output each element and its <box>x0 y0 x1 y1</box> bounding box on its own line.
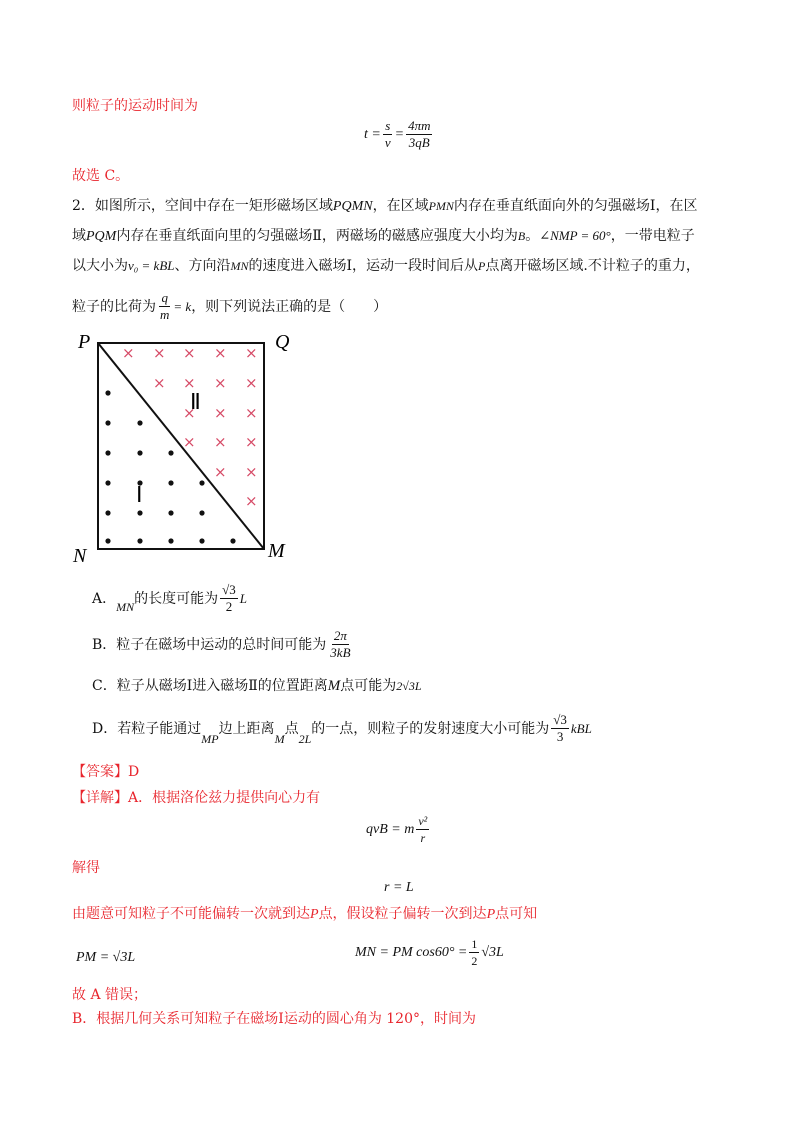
t-lhs: t = <box>364 126 381 142</box>
lorentz-equation <box>366 813 431 846</box>
diagonal-pm <box>98 343 264 549</box>
a-wrong-conclusion: 故 A 错误； <box>72 987 148 1003</box>
q-math: ∠NMP = 60° <box>539 228 611 243</box>
field-dot-mark <box>105 510 110 515</box>
reason-text: 点可知 <box>495 906 538 922</box>
field-cross-mark: × <box>245 492 258 510</box>
mn-equation <box>355 936 504 969</box>
radius-equation: r = L <box>384 880 414 895</box>
option-text: B．粒子在磁场中运动的总时间可能为 <box>92 636 327 653</box>
frac-den: 3qB <box>408 135 430 150</box>
frac-num: 2π <box>333 628 347 643</box>
q-text: 域 <box>72 228 86 244</box>
q-text: 以大小为 <box>72 258 128 274</box>
field-cross-mark: × <box>214 404 227 422</box>
reason-text: 由题意可知粒子不可能偏转一次就到达 <box>72 906 310 922</box>
s-over-v-fraction <box>383 118 393 151</box>
option-text: 的长度可能为 <box>134 590 219 607</box>
solve-label: 解得 <box>72 860 100 876</box>
frac-num: 1 <box>471 937 478 951</box>
option-math: M <box>327 678 341 694</box>
q-text: 的速度进入磁场Ⅰ，运动一段时间后从 <box>248 258 479 274</box>
q-text: 内存在垂直纸面向外的匀强磁场Ⅰ，在区 <box>453 198 698 214</box>
question-line-3 <box>72 256 700 276</box>
field-cross-mark: × <box>245 344 258 362</box>
q-over-m-fraction <box>158 290 171 323</box>
field-cross-mark: × <box>183 404 196 422</box>
q-math: = k <box>173 298 192 314</box>
4pim-over-3qb-fraction <box>406 118 432 151</box>
region-label-1: Ⅰ <box>136 482 143 507</box>
q-math: B <box>517 229 526 243</box>
field-cross-mark: × <box>214 463 227 481</box>
field-dot-mark <box>168 538 173 543</box>
field-dot-mark <box>137 420 142 425</box>
field-dot-mark <box>168 510 173 515</box>
field-cross-mark: × <box>245 404 258 422</box>
frac-den: 3 <box>556 729 564 744</box>
option-math: kBL <box>570 720 592 736</box>
eq-text: qvB = m <box>366 821 415 837</box>
eq-text: √3L <box>481 944 504 960</box>
q-math: v₀ = kBL <box>128 258 175 273</box>
reason-math: P <box>310 907 319 922</box>
frac-num: √3 <box>222 582 236 597</box>
field-dot-mark <box>199 480 204 485</box>
field-cross-mark: × <box>122 344 135 362</box>
detail-label: 【详解】A．根据洛伦兹力提供向心力有 <box>72 790 321 806</box>
option-b-explanation: B．根据几何关系可知粒子在磁场Ⅰ运动的圆心角为 120°，时间为 <box>72 1011 476 1027</box>
q-text: 点离开磁场区域.不计粒子的重力， <box>485 258 700 274</box>
one-half-fraction <box>469 936 479 969</box>
sqrt3-over-3-fraction <box>551 712 569 745</box>
option-math: MN <box>116 599 135 614</box>
option-c <box>92 676 422 696</box>
q-text: 内存在垂直纸面向里的匀强磁场Ⅱ，两磁场的磁感应强度大小均为 <box>116 228 518 244</box>
reason-math: P <box>486 907 496 922</box>
field-dot-mark <box>199 510 204 515</box>
field-cross-mark: × <box>214 374 227 392</box>
equals-sign: = <box>394 126 405 142</box>
frac-num: s <box>385 118 391 133</box>
field-cross-mark: × <box>153 374 166 392</box>
field-dot-mark <box>137 538 142 543</box>
field-cross-mark: × <box>214 344 227 362</box>
question-line-1 <box>72 196 697 217</box>
choice-c-conclusion: 故选 C。 <box>72 168 130 184</box>
field-dot-mark <box>230 538 235 543</box>
q-math: PQM <box>86 229 117 244</box>
option-text: A． <box>92 590 117 607</box>
option-math: M <box>274 731 285 746</box>
frac-den: 2 <box>225 599 233 614</box>
field-cross-mark: × <box>183 374 196 392</box>
option-a <box>92 582 247 615</box>
field-cross-mark: × <box>245 433 258 451</box>
frac-den: 2 <box>471 954 478 968</box>
field-cross-mark: × <box>245 463 258 481</box>
option-text: 边上距离 <box>218 720 275 737</box>
option-b <box>92 628 355 661</box>
sqrt3-over-2-fraction <box>220 582 238 615</box>
answer-label: 【答案】D <box>72 764 140 780</box>
q-math: PMN <box>428 199 454 213</box>
frac-den: r <box>420 831 426 845</box>
pm-equation: PM = √3L <box>76 950 136 965</box>
field-dot-mark <box>105 480 110 485</box>
field-dot-mark <box>105 450 110 455</box>
option-math: MP <box>201 731 219 746</box>
option-math: 2L <box>298 731 312 746</box>
field-dot-mark <box>168 480 173 485</box>
option-d <box>92 712 592 745</box>
q-math: PQMN <box>332 199 373 214</box>
frac-num: q <box>161 290 168 305</box>
q-text: 、方向沿 <box>174 258 231 274</box>
field-dot-mark <box>137 510 142 515</box>
option-math: L <box>239 590 247 606</box>
time-intro-text: 则粒子的运动时间为 <box>72 98 198 114</box>
frac-num: v² <box>418 814 428 828</box>
option-text: D．若粒子能通过 <box>92 720 202 737</box>
q-text: ，则下列说法正确的是（ ） <box>191 298 388 315</box>
frac-den: v <box>384 135 391 150</box>
frac-den: m <box>160 307 170 322</box>
option-text: 的一点，则粒子的发射速度大小可能为 <box>311 720 550 737</box>
field-dot-mark <box>168 450 173 455</box>
eq-text: MN = PM cos60° = <box>355 944 468 960</box>
q-text: 2．如图所示，空间中存在一矩形磁场区域 <box>72 198 333 214</box>
frac-num: 4πm <box>408 118 431 133</box>
question-line-4 <box>72 290 387 323</box>
question-line-2 <box>72 226 695 247</box>
region-label-2: Ⅱ <box>190 389 201 414</box>
field-cross-mark: × <box>245 374 258 392</box>
q-math: P <box>478 259 486 273</box>
corner-label-p: P <box>78 331 91 353</box>
field-cross-mark: × <box>183 433 196 451</box>
field-cross-mark: × <box>153 344 166 362</box>
field-dot-mark <box>137 450 142 455</box>
v2-over-r-fraction <box>416 813 429 846</box>
option-text: C．粒子从磁场Ⅰ进入磁场Ⅱ的位置距离 <box>92 678 328 694</box>
corner-label-m: M <box>268 540 285 562</box>
option-text: 点可能为 <box>340 678 397 694</box>
field-dot-mark <box>105 538 110 543</box>
field-dot-mark <box>105 390 110 395</box>
frac-den: 3kB <box>330 645 351 660</box>
q-text: 粒子的比荷为 <box>72 298 156 315</box>
corner-label-q: Q <box>275 331 290 353</box>
frac-num: √3 <box>553 712 567 727</box>
field-dot-mark <box>199 538 204 543</box>
2pi-over-3kb-fraction <box>328 628 352 661</box>
corner-label-n: N <box>73 545 87 567</box>
magnetic-field-figure <box>70 325 300 570</box>
field-cross-mark: × <box>214 433 227 451</box>
reasoning-line <box>72 904 537 925</box>
option-text: 点 <box>284 720 299 737</box>
q-text: ，一带电粒子 <box>610 228 695 244</box>
field-cross-mark: × <box>183 344 196 362</box>
q-text: ，在区域 <box>372 198 429 214</box>
q-text: 。 <box>525 228 540 244</box>
option-math: 2√3L <box>396 679 422 693</box>
field-dot-mark <box>105 420 110 425</box>
q-math: MN <box>230 259 249 273</box>
time-equation <box>364 118 434 151</box>
reason-text: 点，假设粒子偏转一次到达 <box>318 906 487 922</box>
